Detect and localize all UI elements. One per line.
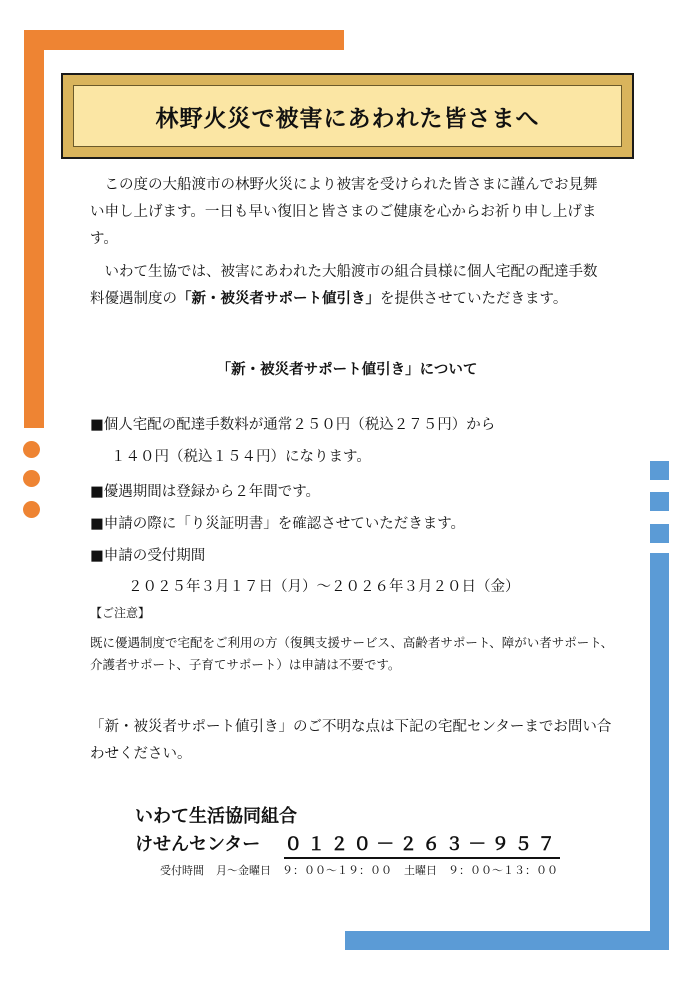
program-name-bold: 「新・被災者サポート値引き」 [177,291,380,307]
org-name: いわて生活協同組合 [135,806,297,827]
blue-square [650,524,669,543]
orange-frame-top [24,30,344,50]
fee-detail-line: ■個人宅配の配達手数料が通常２５０円（税込２７５円）から [90,417,496,433]
blue-frame-right [650,553,669,949]
orange-dot [23,470,40,487]
intro-section [90,172,610,313]
intro-p2-text-end: を提供させていただきます。 [380,291,568,307]
center-name: けせんセンター [135,834,261,855]
center-row [135,830,560,859]
section-heading: 「新・被災者サポート値引き」について [216,362,478,378]
hours-label: 受付時間 [160,864,204,877]
phone-number: ０１２０－２６３－９５７ [284,830,560,859]
intro-paragraph-1: この度の大船渡市の林野火災により被害を受けられた皆さまに謹んでお見舞い申し上げます。一日も早い復旧と皆さまのご健康を心からお祈り申し上げます。 [90,177,598,247]
note-body: 既に優遇制度で宅配をご利用の方（復興支援サービス、高齢者サポート、障がい者サポート、介護者サポート、子育てサポート）は申請は不要です。 [90,635,614,672]
reception-label: ■申請の受付期間 [90,548,206,564]
page-title: 林野火災で被害にあわれた皆さまへ [155,105,540,132]
orange-dot [23,501,40,518]
intro-paragraph-2 [90,259,610,313]
note-heading: 【ご注意】 [90,606,151,620]
reception-dates: ２０２５年３月１７日（月）～２０２６年３月２０日（金） [128,579,520,595]
title-banner [61,73,634,159]
reception-hours [160,862,570,878]
title-panel [73,85,622,147]
saturday-hours: 土曜日 ９：００～１３：００ [404,864,558,877]
certificate-detail: ■申請の際に「り災証明書」を確認させていただきます。 [90,516,466,532]
orange-dot [23,441,40,458]
blue-frame-bottom [345,931,669,950]
inquiry-text: 「新・被災者サポート値引き」のご不明な点は下記の宅配センターまでお問い合わせください。 [90,719,612,762]
blue-square [650,492,669,511]
blue-square [650,461,669,480]
fee-detail-line-cont: １４０円（税込１５４円）になります。 [111,449,371,465]
weekday-hours: 月～金曜日 ９：００～１９：００ [216,864,392,877]
intro-p2-text: いわて生協では、被害にあわれた大船渡市の組合員様に個人宅配の配達手数料優遇制度の [90,264,598,307]
period-detail: ■優遇期間は登録から２年間です。 [90,484,321,500]
